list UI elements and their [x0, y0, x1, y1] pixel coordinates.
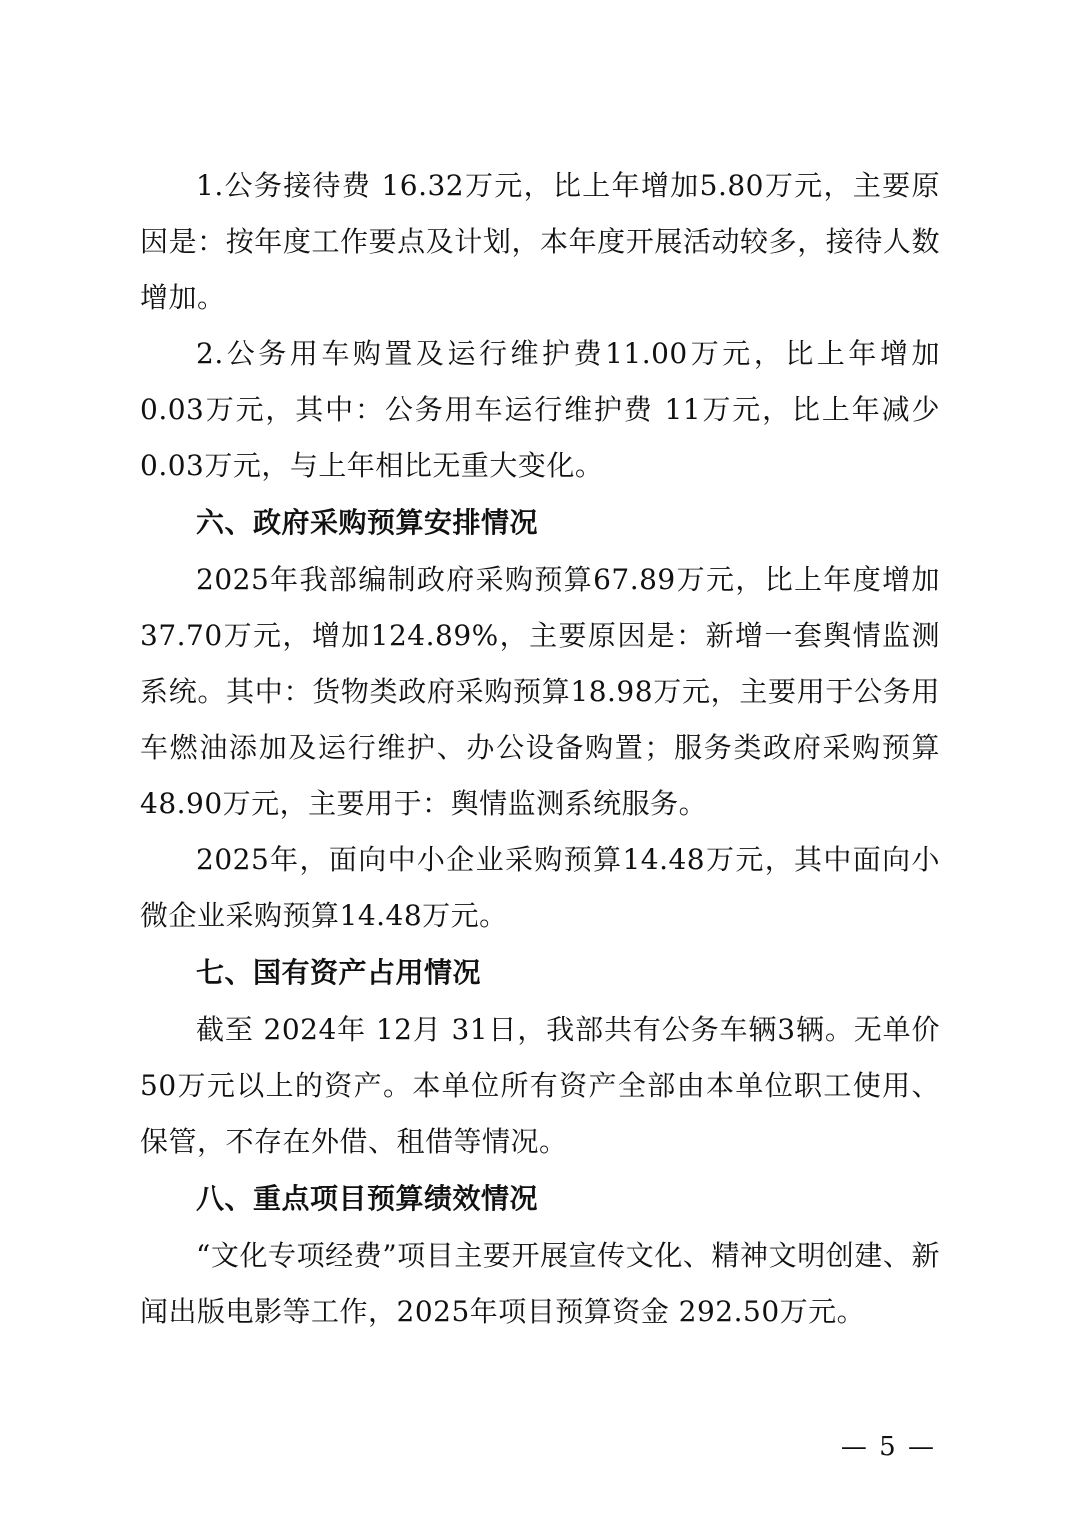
paragraph-assets: 截至 2024年 12月 31日，我部共有公务车辆3辆。无单价 50万元以上的资产。本单位所有资产全部由本单位职工使用、保管，不存在外借、租借等情况。: [140, 1013, 940, 1158]
paragraph-procurement-budget: 2025年我部编制政府采购预算67.89万元，比上年度增加37.70万元，增加124.89%，主要原因是：新增一套舆情监测系统。其中：货物类政府采购预算18.98万元，主要用于公务用车燃油添加及运行维护、办公设备购置；服务类政府采购预算48.90万元，主要用于：舆情监测系统服务。: [140, 563, 940, 820]
document-body: [140, 158, 940, 1340]
paragraph-sme-procurement: 2025年，面向中小企业采购预算14.48万元，其中面向小微企业采购预算14.48万元。: [140, 843, 940, 932]
section-heading-performance: 八、重点项目预算绩效情况: [196, 1182, 539, 1215]
section-heading-procurement: 六、政府采购预算安排情况: [196, 506, 539, 539]
section-heading-assets: 七、国有资产占用情况: [196, 956, 482, 989]
page-number: — 5 —: [840, 1432, 936, 1462]
paragraph-project-budget: “文化专项经费”项目主要开展宣传文化、精神文明创建、新闻出版电影等工作，2025年项目预算资金 292.50万元。: [140, 1239, 940, 1328]
paragraph-reception-fee: 1.公务接待费 16.32万元，比上年增加5.80万元，主要原因是：按年度工作要点及计划，本年度开展活动较多，接待人数增加。: [140, 169, 940, 314]
paragraph-vehicle-fee: 2.公务用车购置及运行维护费11.00万元，比上年增加0.03万元，其中：公务用车运行维护费 11万元，比上年减少 0.03万元，与上年相比无重大变化。: [140, 337, 940, 482]
